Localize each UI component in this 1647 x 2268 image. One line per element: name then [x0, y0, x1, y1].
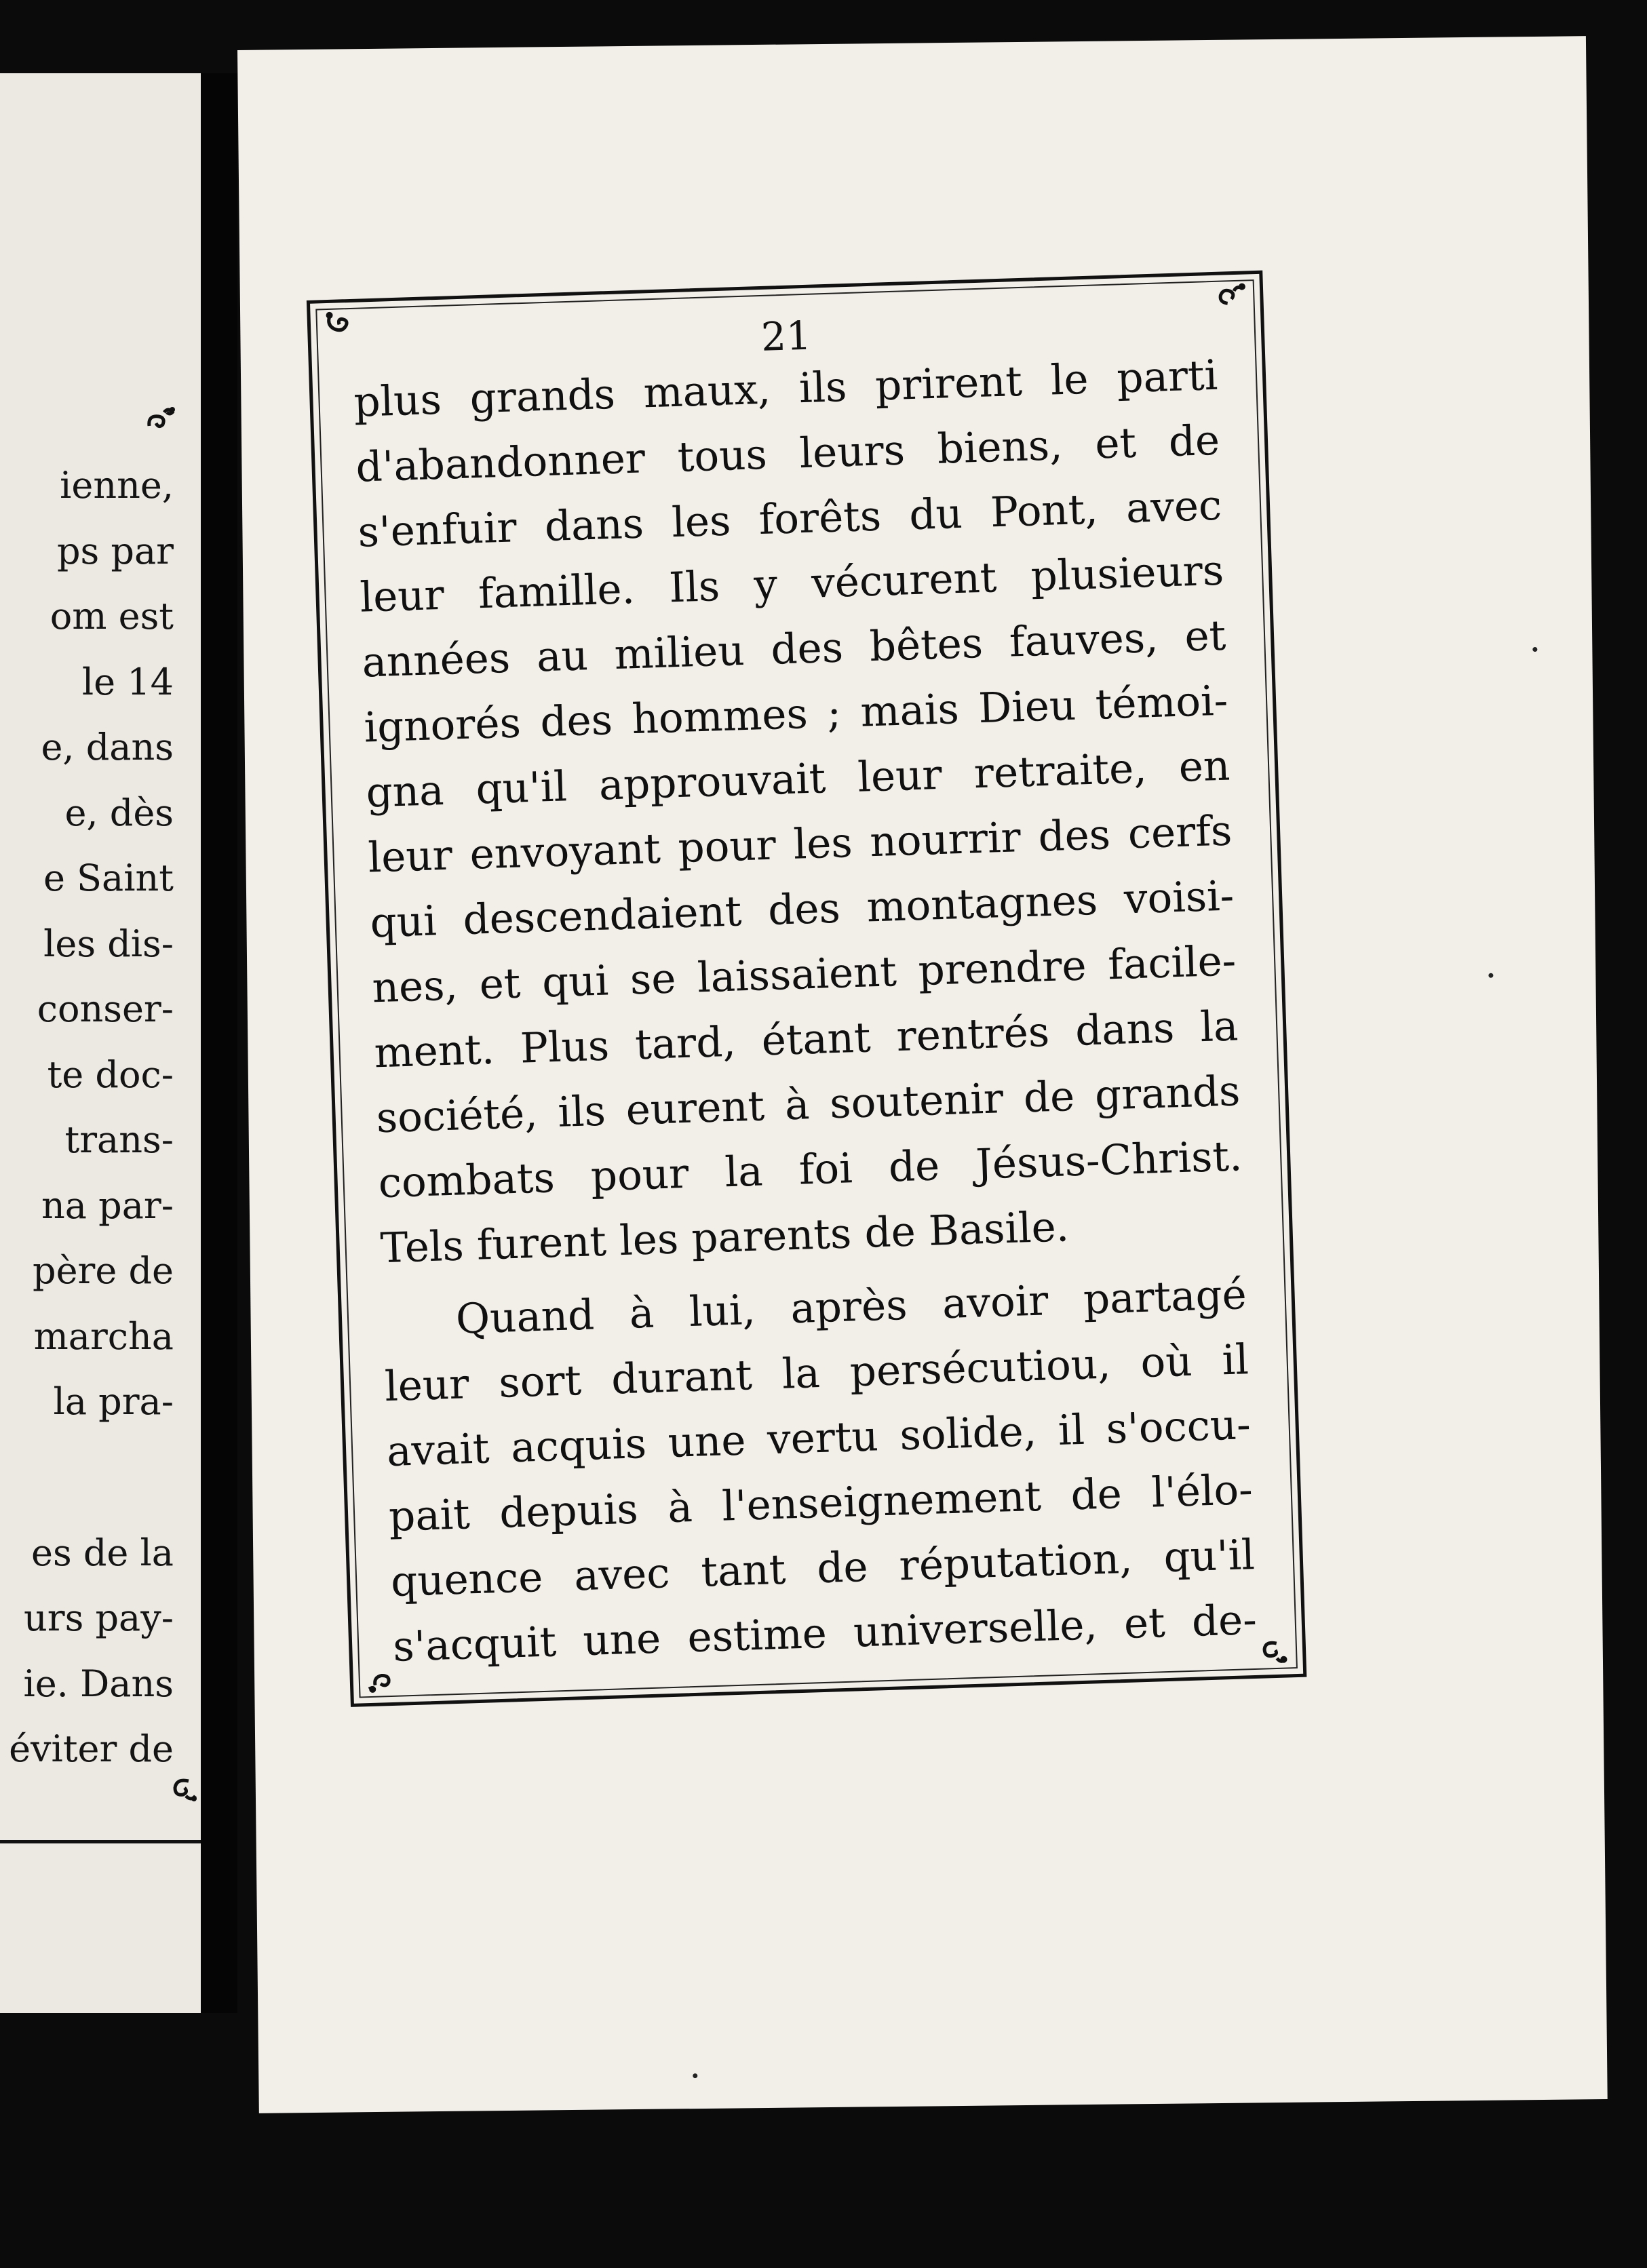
- text-line: leur sort durant la persécutiou, où il: [384, 1335, 1249, 1411]
- text-line: ps par: [56, 529, 174, 572]
- text-line: le 14: [81, 660, 174, 703]
- text-line: d'abandonner tous leurs biens, et de: [355, 416, 1221, 492]
- corner-ornament-icon: [145, 406, 176, 433]
- text-line: ment. Plus tard, étant rentrés dans la: [373, 1002, 1239, 1078]
- text-line: père de: [33, 1249, 174, 1292]
- text-line: combats pour la foi de Jésus-Christ.: [377, 1132, 1243, 1208]
- text-line: avait acquis une vertu solide, il s'occu-: [386, 1401, 1252, 1477]
- print-speck: [693, 2073, 697, 2078]
- text-line: société, ils eurent à soutenir de grands: [375, 1067, 1241, 1143]
- book-gutter: [201, 73, 237, 2013]
- text-line: om est: [50, 595, 174, 638]
- text-line: nes, et qui se laissaient prendre facile-: [371, 937, 1237, 1013]
- text-line: marcha: [33, 1314, 174, 1358]
- text-line: s'enfuir dans les forêts du Pont, avec: [357, 481, 1223, 557]
- text-line: urs pay-: [24, 1597, 174, 1639]
- page-border-frame: [307, 271, 1306, 1707]
- previous-page-text: [0, 453, 174, 1782]
- previous-page: [0, 73, 201, 2013]
- text-line: Quand à lui, après avoir partagé: [455, 1270, 1247, 1344]
- text-line: e Saint: [43, 857, 174, 899]
- text-line: e, dans: [41, 726, 174, 768]
- text-line: années au milieu des bêtes fauves, et: [361, 611, 1227, 687]
- page-number: 21: [760, 312, 812, 360]
- text-line: ignorés des hommes ; mais Dieu témoi-: [363, 676, 1229, 752]
- text-line: e, dès: [64, 791, 174, 834]
- text-line: qui descendaient des montagnes voisi-: [369, 872, 1235, 947]
- print-speck: [1532, 647, 1537, 652]
- text-line: quence avec tant de réputation, qu'il: [390, 1530, 1256, 1606]
- text-line: Tels furent les parents de Basile.: [379, 1203, 1070, 1273]
- text-line: leur envoyant pour les nourrir des cerfs: [367, 806, 1233, 882]
- text-line: plus grands maux, ils prirent le parti: [353, 351, 1219, 427]
- text-line: trans-: [64, 1118, 174, 1161]
- print-speck: [1488, 973, 1493, 978]
- text-line: éviter de: [9, 1727, 174, 1770]
- text-line: les dis-: [43, 922, 174, 965]
- text-line: la pra-: [53, 1380, 174, 1423]
- paragraph-gap: [0, 1435, 174, 1521]
- text-line: ie. Dans: [23, 1662, 174, 1705]
- text-line: leur famille. Ils y vécurent plusieurs: [359, 546, 1225, 622]
- text-line: gna qu'il approuvait leur retraite, en: [365, 741, 1231, 817]
- text-line: pait depuis à l'enseignement de l'élo-: [388, 1466, 1254, 1542]
- text-line: ienne,: [60, 464, 174, 507]
- text-line: es de la: [31, 1531, 174, 1574]
- current-page: [237, 36, 1608, 2113]
- corner-ornament-icon: [1256, 1636, 1289, 1665]
- text-line: na par-: [41, 1184, 174, 1227]
- text-line: conser-: [37, 988, 174, 1030]
- page-body-text: [353, 343, 1258, 1680]
- text-line: te doc-: [47, 1053, 174, 1096]
- text-line: s'acquit une estime universelle, et de-: [392, 1595, 1258, 1671]
